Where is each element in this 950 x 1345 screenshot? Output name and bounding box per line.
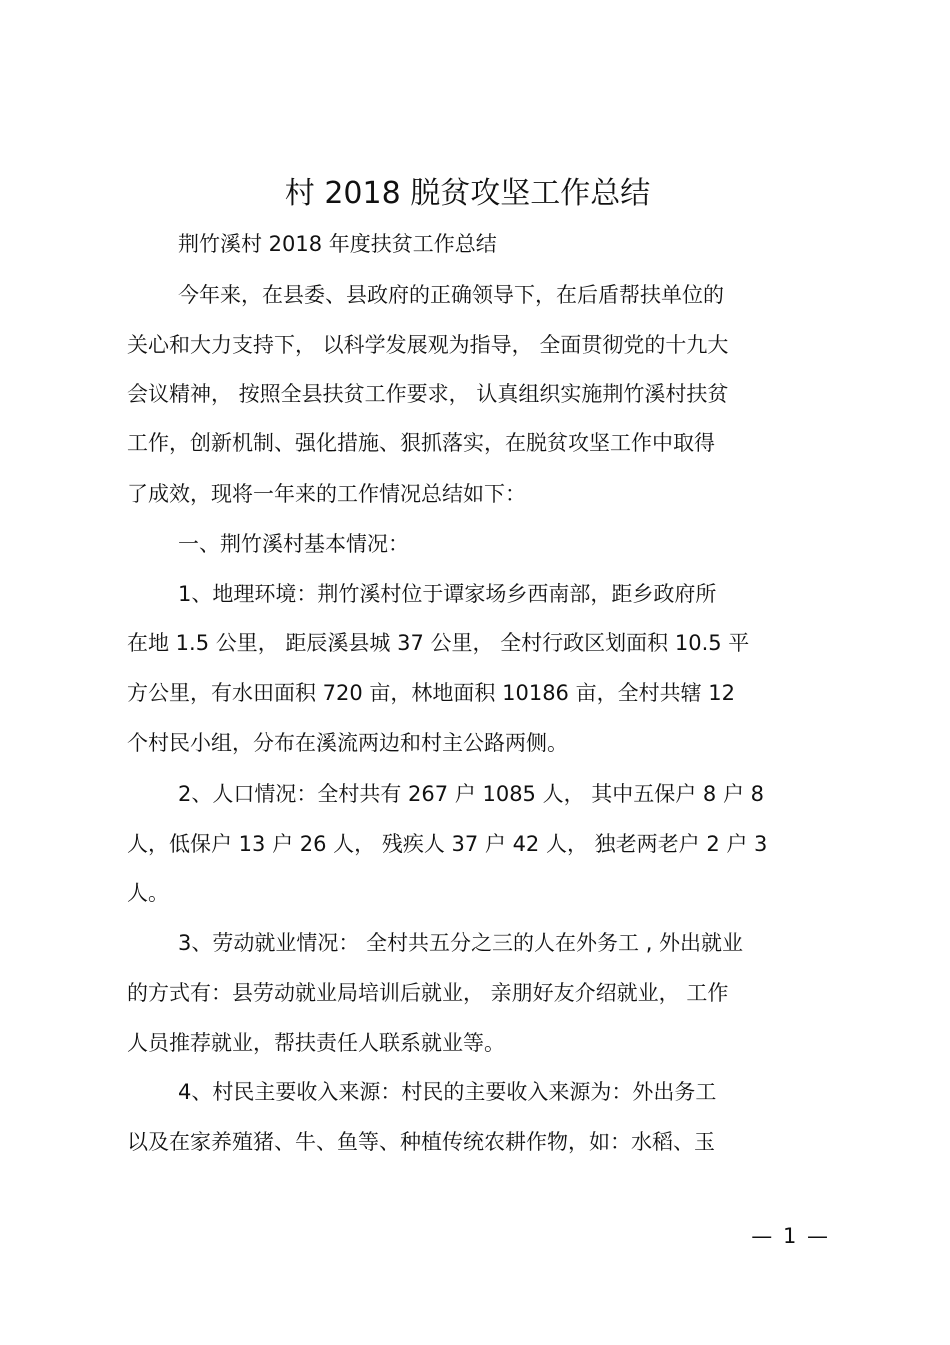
paragraph-line: 个村民小组，分布在溪流两边和村主公路两侧。 [127, 731, 568, 755]
paragraph-line: 人，低保户 13 户 26 人， 残疾人 37 户 42 人， 独老两老户 2 户 3 [127, 832, 768, 856]
paragraph-line: 3、劳动就业情况： 全村共五分之三的人在外务工 , 外出就业 [178, 931, 744, 955]
paragraph-line: 工作，创新机制、强化措施、狠抓落实，在脱贫攻坚工作中取得 [127, 431, 715, 455]
subtitle-line: 荆竹溪村 2018 年度扶贫工作总结 [178, 232, 497, 256]
paragraph-line: 关心和大力支持下， 以科学发展观为指导， 全面贯彻党的十九大 [127, 333, 729, 357]
paragraph-line: 今年来，在县委、县政府的正确领导下，在后盾帮扶单位的 [178, 283, 724, 307]
paragraph-line: 1、地理环境：荆竹溪村位于谭家场乡西南部，距乡政府所 [178, 582, 717, 606]
page-number: — 1 — [751, 1224, 830, 1248]
section-heading: 一、荆竹溪村基本情况： [178, 532, 409, 556]
paragraph-line: 在地 1.5 公里， 距辰溪县城 37 公里， 全村行政区划面积 10.5 平 [127, 631, 750, 655]
paragraph-line: 人。 [127, 881, 169, 905]
paragraph-line: 人员推荐就业，帮扶责任人联系就业等。 [127, 1031, 505, 1055]
paragraph-line: 方公里，有水田面积 720 亩，林地面积 10186 亩，全村共辖 12 [127, 681, 735, 705]
paragraph-line: 以及在家养殖猪、牛、鱼等、种植传统农耕作物，如：水稻、玉 [127, 1130, 715, 1154]
paragraph-line: 了成效，现将一年来的工作情况总结如下： [127, 482, 526, 506]
paragraph-line: 会议精神， 按照全县扶贫工作要求， 认真组织实施荆竹溪村扶贫 [127, 382, 729, 406]
paragraph-line: 的方式有：县劳动就业局培训后就业， 亲朋好友介绍就业， 工作 [127, 981, 729, 1005]
paragraph-line: 4、村民主要收入来源：村民的主要收入来源为：外出务工 [178, 1080, 717, 1104]
document-title: 村 2018 脱贫攻坚工作总结 [284, 176, 651, 211]
paragraph-line: 2、人口情况：全村共有 267 户 1085 人， 其中五保户 8 户 8 [178, 782, 765, 806]
